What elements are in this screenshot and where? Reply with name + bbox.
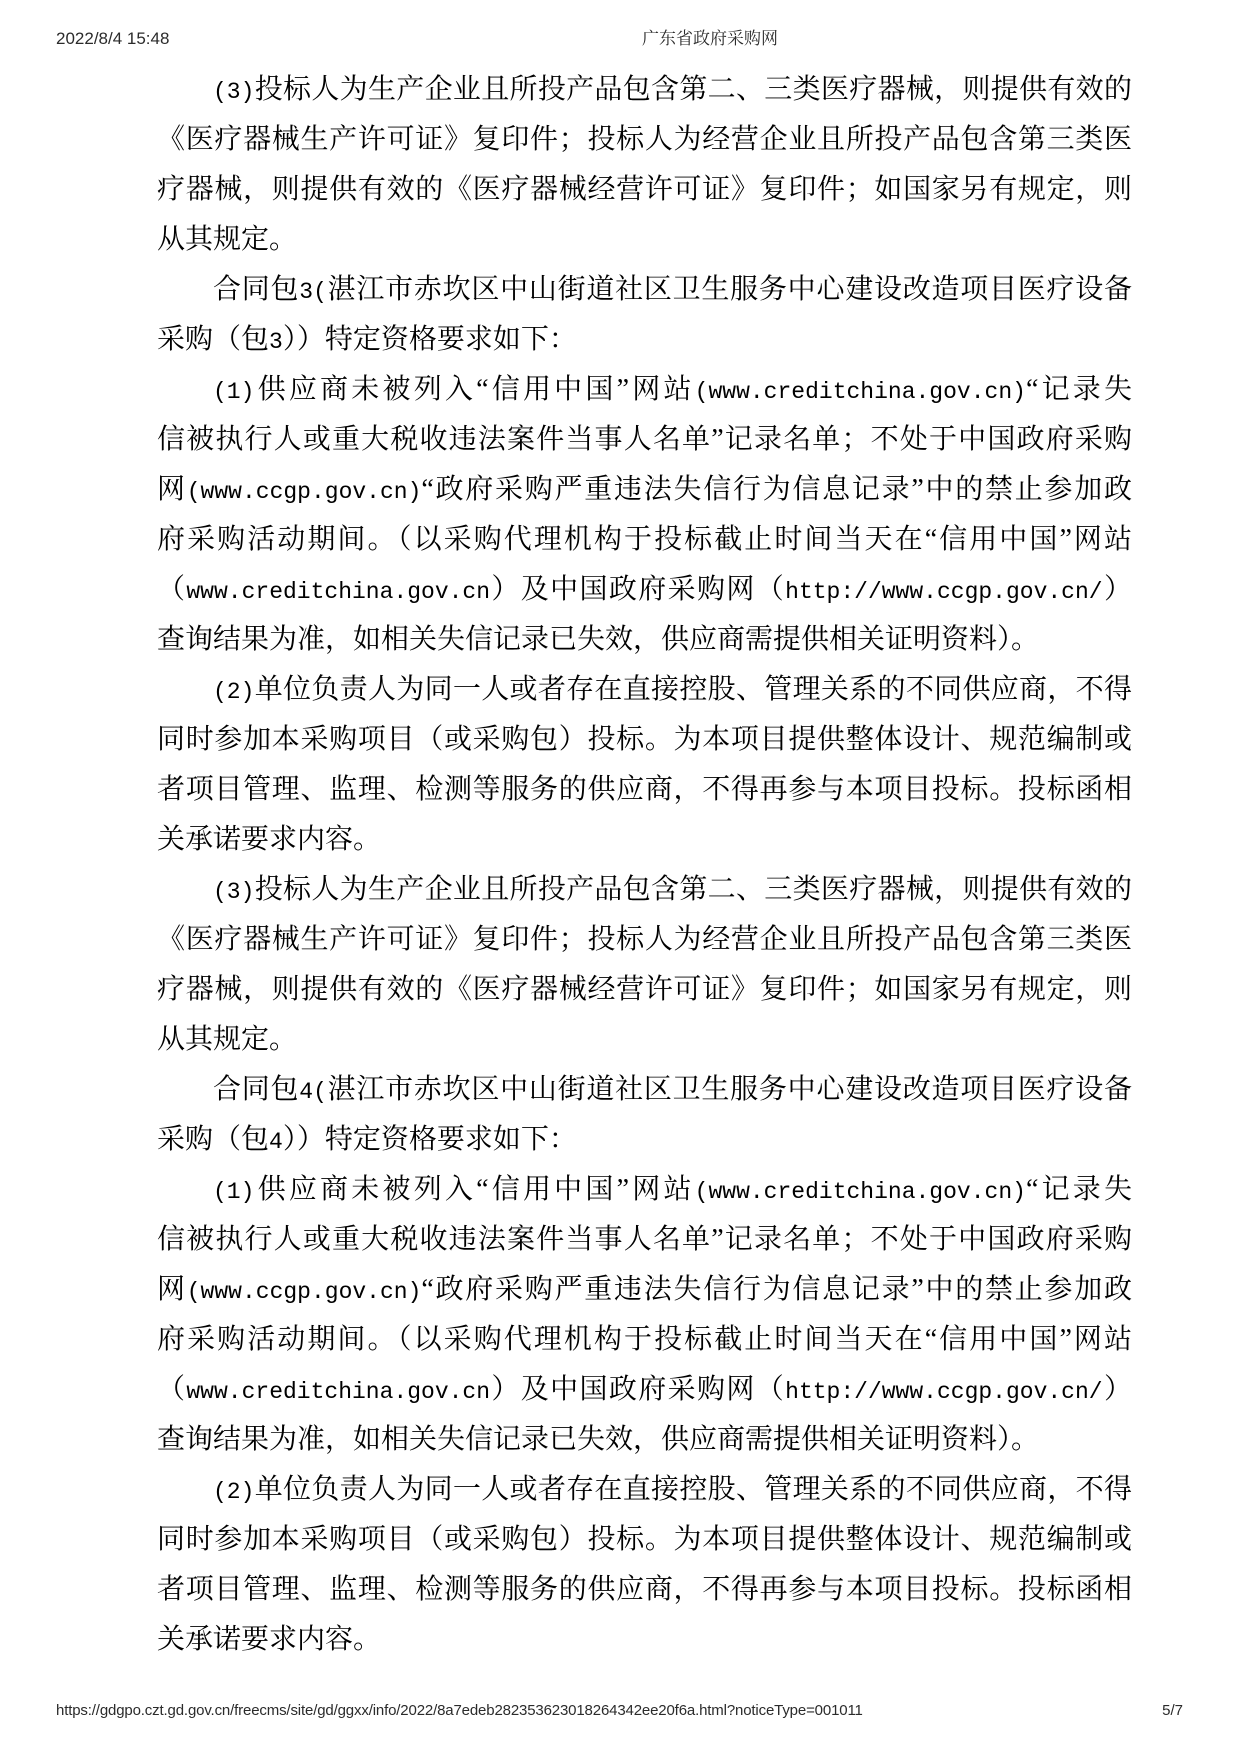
body-line: 疗器械，则提供有效的《医疗器械经营许可证》复印件；如国家另有规定，则 xyxy=(157,974,1132,1005)
body-line: 信被执行人或重大税收违法案件当事人名单”记录名单；不处于中国政府采购 xyxy=(157,424,1132,455)
body-line: 从其规定。 xyxy=(157,1024,298,1055)
body-line: 关承诺要求内容。 xyxy=(157,824,382,855)
latin-text: www.creditchina.gov.cn xyxy=(186,1379,491,1405)
body-line: （www.creditchina.gov.cn）及中国政府采购网（http://www.ccgp.gov.cn/） xyxy=(157,1374,1132,1405)
document-body xyxy=(157,65,1132,1665)
latin-text: (1) xyxy=(213,1179,255,1205)
latin-text: 3 xyxy=(269,329,283,355)
body-line: 网(www.ccgp.gov.cn)“政府采购严重违法失信行为信息记录”中的禁止参加政 xyxy=(157,474,1132,505)
print-footer-url: https://gdgpo.czt.gd.gov.cn/freecms/site/gd/ggxx/info/2022/8a7edeb282353623018264342ee20f6a.html?noticeType=001011 xyxy=(56,1702,863,1719)
body-line: 府采购活动期间。（以采购代理机构于投标截止时间当天在“信用中国”网站 xyxy=(157,1324,1132,1355)
print-footer-page-indicator: 5/7 xyxy=(1162,1702,1183,1719)
body-line: (3)投标人为生产企业且所投产品包含第二、三类医疗器械，则提供有效的 xyxy=(213,874,1132,905)
body-line: 《医疗器械生产许可证》复印件；投标人为经营企业且所投产品包含第三类医 xyxy=(157,124,1132,155)
body-line: 信被执行人或重大税收违法案件当事人名单”记录名单；不处于中国政府采购 xyxy=(157,1224,1132,1255)
body-line: 者项目管理、监理、检测等服务的供应商，不得再参与本项目投标。投标函相 xyxy=(157,1574,1132,1605)
body-line: 合同包4(湛江市赤坎区中山街道社区卫生服务中心建设改造项目医疗设备 xyxy=(213,1074,1132,1105)
body-line: 合同包3(湛江市赤坎区中山街道社区卫生服务中心建设改造项目医疗设备 xyxy=(213,274,1132,305)
latin-text: (3) xyxy=(213,79,255,105)
latin-text: (2) xyxy=(213,679,255,705)
latin-text: http://www.ccgp.gov.cn/ xyxy=(785,1379,1103,1405)
latin-text: (1) xyxy=(213,379,255,405)
body-line: 者项目管理、监理、检测等服务的供应商，不得再参与本项目投标。投标函相 xyxy=(157,774,1132,805)
latin-text: (www.ccgp.gov.cn) xyxy=(186,1279,422,1305)
body-line: 疗器械，则提供有效的《医疗器械经营许可证》复印件；如国家另有规定，则 xyxy=(157,174,1132,205)
body-line: 府采购活动期间。（以采购代理机构于投标截止时间当天在“信用中国”网站 xyxy=(157,524,1132,555)
latin-text: http://www.ccgp.gov.cn/ xyxy=(785,579,1103,605)
latin-text: (www.ccgp.gov.cn) xyxy=(186,479,422,505)
latin-text: www.creditchina.gov.cn xyxy=(186,579,491,605)
body-line: (3)投标人为生产企业且所投产品包含第二、三类医疗器械，则提供有效的 xyxy=(213,74,1132,105)
latin-text: 4( xyxy=(299,1079,327,1105)
body-line: (1)供应商未被列入“信用中国”网站(www.creditchina.gov.cn)“记录失 xyxy=(213,1174,1132,1205)
body-line: 关承诺要求内容。 xyxy=(157,1624,382,1655)
body-line: (1)供应商未被列入“信用中国”网站(www.creditchina.gov.cn)“记录失 xyxy=(213,374,1132,405)
body-line: 同时参加本采购项目（或采购包）投标。为本项目提供整体设计、规范编制或 xyxy=(157,724,1132,755)
body-line: 采购（包3））特定资格要求如下： xyxy=(157,324,577,355)
body-line: 采购（包4））特定资格要求如下： xyxy=(157,1124,577,1155)
latin-text: (www.creditchina.gov.cn) xyxy=(694,379,1026,405)
body-line: 网(www.ccgp.gov.cn)“政府采购严重违法失信行为信息记录”中的禁止参加政 xyxy=(157,1274,1132,1305)
body-line: 查询结果为准，如相关失信记录已失效，供应商需提供相关证明资料）。 xyxy=(157,624,1040,655)
body-line: 同时参加本采购项目（或采购包）投标。为本项目提供整体设计、规范编制或 xyxy=(157,1524,1132,1555)
body-line: 查询结果为准，如相关失信记录已失效，供应商需提供相关证明资料）。 xyxy=(157,1424,1040,1455)
latin-text: (3) xyxy=(213,879,255,905)
body-line: 《医疗器械生产许可证》复印件；投标人为经营企业且所投产品包含第三类医 xyxy=(157,924,1132,955)
latin-text: (www.creditchina.gov.cn) xyxy=(694,1179,1026,1205)
body-line: 从其规定。 xyxy=(157,224,298,255)
latin-text: (2) xyxy=(213,1479,255,1505)
body-line: （www.creditchina.gov.cn）及中国政府采购网（http://www.ccgp.gov.cn/） xyxy=(157,574,1132,605)
print-header-datetime: 2022/8/4 15:48 xyxy=(56,29,170,48)
latin-text: 3( xyxy=(299,279,327,305)
latin-text: 4 xyxy=(269,1129,283,1155)
page-title: 广东省政府采购网 xyxy=(642,29,778,48)
body-line: (2)单位负责人为同一人或者存在直接控股、管理关系的不同供应商，不得 xyxy=(213,1474,1132,1505)
body-line: (2)单位负责人为同一人或者存在直接控股、管理关系的不同供应商，不得 xyxy=(213,674,1132,705)
